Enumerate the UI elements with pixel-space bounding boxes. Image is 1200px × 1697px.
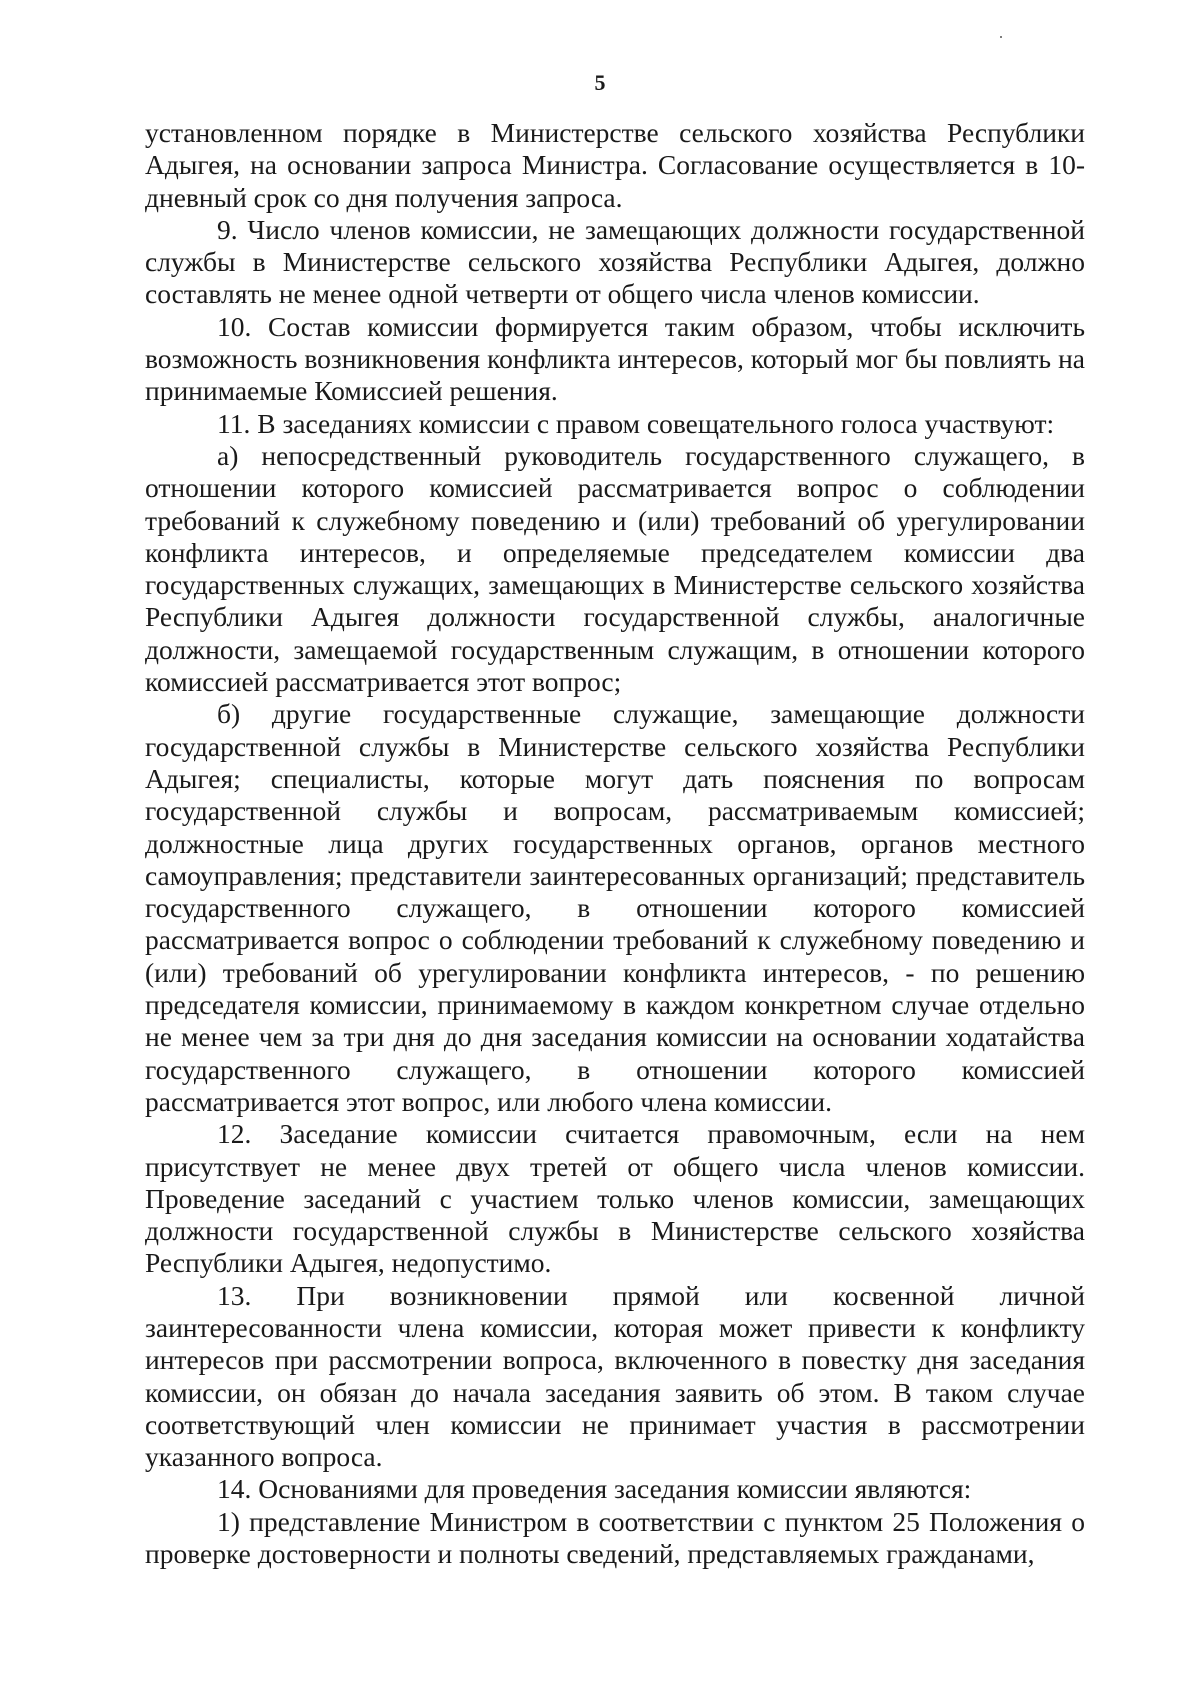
paragraph-14-1: 1) представление Министром в соответствии с пунктом 25 Положения о проверке достоверности и полноты сведений, представляемых гражданами, [145,1505,1085,1570]
paragraph-continuation: установленном порядке в Министерстве сельского хозяйства Республики Адыгея, на основании запроса Министра. Согласование осуществляется в 10-дневный срок со дня получения запроса. [145,117,1085,213]
paragraph-11b: б) другие государственные служащие, замещающие должности государственной службы в Министерстве сельского хозяйства Республики Адыгея; специалисты, которые могут дать пояснения по вопросам государственной службы и вопросам, рассматриваемым комиссией; должностные лица других государственных органов, органов местного самоуправления; представители заинтересованных организаций; представитель государственного служащего, в отношении которого комиссией рассматривается вопрос о соблюдении требований к служебному поведению и (или) требований об урегулировании конфликта интересов, - по решению председателя комиссии, принимаемому в каждом конкретном случае отдельно не менее чем за три дня до дня заседания комиссии на основании ходатайства государственного служащего, в отношении которого комиссией рассматривается этот вопрос, или любого члена комиссии. [145,698,1085,1117]
paragraph-9: 9. Число членов комиссии, не замещающих должности государственной службы в Министерстве сельского хозяйства Республики Адыгея, должно составлять не менее одной четверти от общего числа членов комиссии. [145,213,1085,310]
document-body [145,117,1085,1570]
paragraph-13: 13. При возникновении прямой или косвенной личной заинтересованности члена комиссии, которая может привести к конфликту интересов при рассмотрении вопроса, включенного в повестку дня заседания комиссии, он обязан до начала заседания заявить об этом. В таком случае соответствующий член комиссии не принимает участия в рассмотрении указанного вопроса. [145,1279,1085,1473]
paragraph-11: 11. В заседаниях комиссии с правом совещательного голоса участвуют: [217,407,1055,439]
paragraph-12: 12. Заседание комиссии считается правомочным, если на нем присутствует не менее двух третей от общего числа членов комиссии. Проведение заседаний с участием только членов комиссии, замещающих должности государственной службы в Министерстве сельского хозяйства Республики Адыгея, недопустимо. [145,1118,1085,1279]
scan-speck [1000,36,1002,38]
paragraph-14: 14. Основаниями для проведения заседания комиссии являются: [217,1473,972,1505]
paragraph-11a: а) непосредственный руководитель государственного служащего, в отношении которого комиссией рассматривается вопрос о соблюдении требований к служебному поведению и (или) требований об урегулировании конфликта интересов, и определяемые председателем комиссии два государственных служащих, замещающих в Министерстве сельского хозяйства Республики Адыгея должности государственной службы, аналогичные должности, замещаемой государственным служащим, в отношении которого комиссией рассматривается этот вопрос; [145,439,1085,698]
paragraph-10: 10. Состав комиссии формируется таким образом, чтобы исключить возможность возникновения конфликта интересов, который мог бы повлиять на принимаемые Комиссией решения. [145,310,1085,407]
page-number: 5 [594,70,606,95]
